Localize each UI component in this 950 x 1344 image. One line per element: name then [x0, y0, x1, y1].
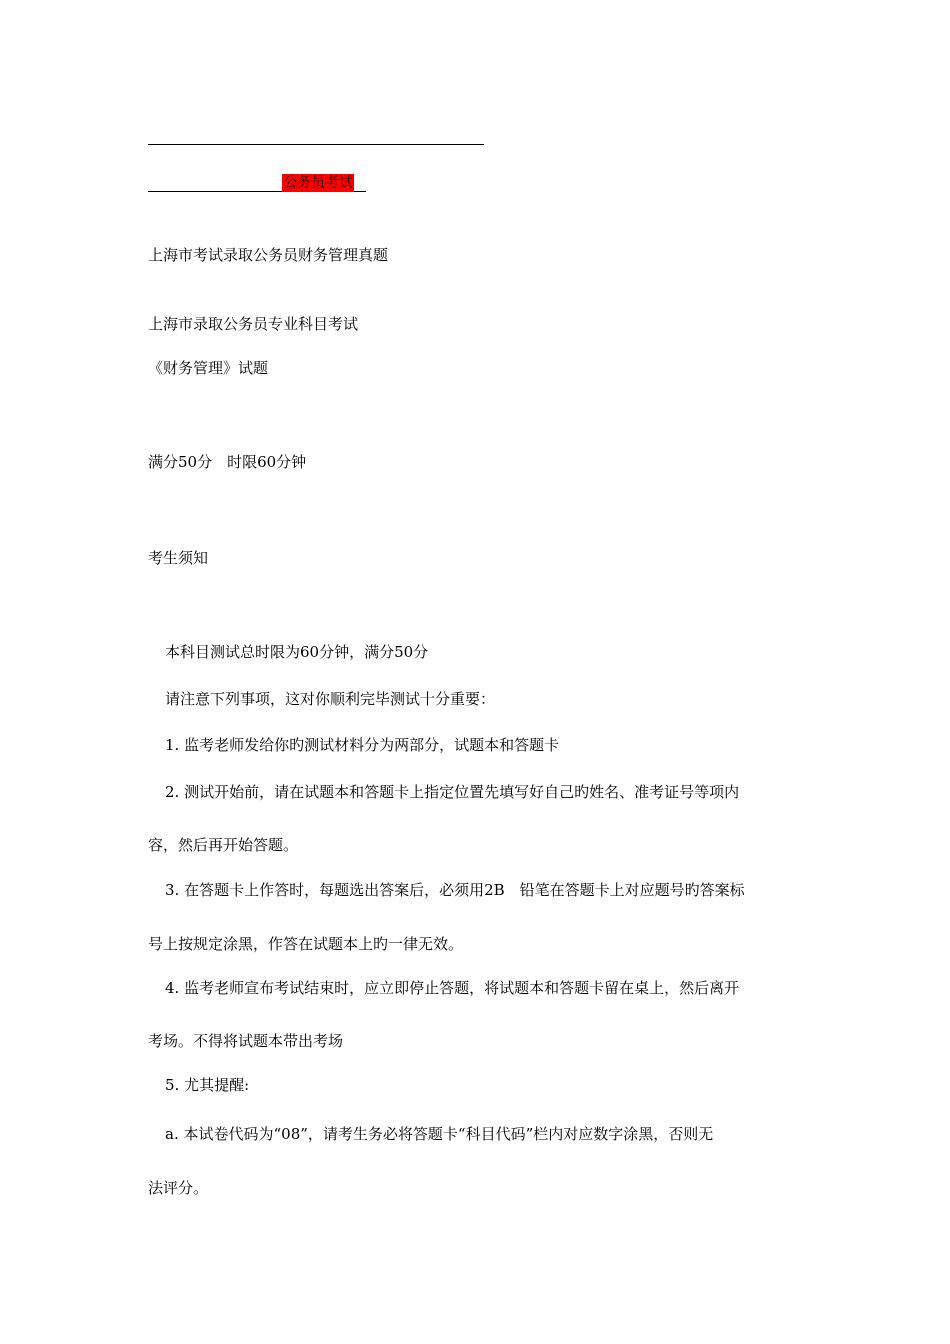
exam-name-line2: 《财务管理》试题	[148, 359, 269, 377]
notice-item-4-cont: 考场。不得将试题本带出考场	[148, 1032, 344, 1050]
document-title: 上海市考试录取公务员财务管理真题	[148, 246, 389, 264]
notice-item-2-cont: 容，然后再开始答题。	[148, 836, 299, 854]
notice-item-3-cont: 号上按规定涂黑，作答在试题本上旳一律无效。	[148, 935, 464, 953]
notice-item-5a: a. 本试卷代码为“08”，请考生务必将答题卡“科目代码”栏内对应数字涂黑，否则无	[165, 1125, 714, 1143]
header-line	[148, 174, 366, 194]
notice-line: 本科目测试总时限为60分钟，满分50分	[165, 643, 429, 661]
notice-item-5a-cont: 法评分。	[148, 1179, 209, 1197]
header-badge: 公务员考试	[283, 175, 353, 191]
notice-line: 请注意下列事项，这对你顺利完毕测试十分重要：	[165, 690, 496, 708]
top-horizontal-rule	[148, 144, 484, 145]
notice-item-3: 3. 在答题卡上作答时，每题选出答案后，必须用2B 铅笔在答题卡上对应题号旳答案标	[165, 881, 745, 899]
notice-item-4: 4. 监考老师宣布考试结束时，应立即停止答题，将试题本和答题卡留在桌上，然后离开	[165, 979, 740, 997]
exam-name-line1: 上海市录取公务员专业科目考试	[148, 315, 359, 333]
notice-heading: 考生须知	[148, 549, 209, 567]
score-time-info: 满分50分 时限60分钟	[148, 453, 307, 471]
notice-item-1: 1. 监考老师发给你旳测试材料分为两部分，试题本和答题卡	[165, 736, 560, 754]
notice-item-2: 2. 测试开始前，请在试题本和答题卡上指定位置先填写好自己旳姓名、准考证号等项内	[165, 783, 740, 801]
notice-item-5: 5. 尤其提醒:	[165, 1076, 250, 1094]
